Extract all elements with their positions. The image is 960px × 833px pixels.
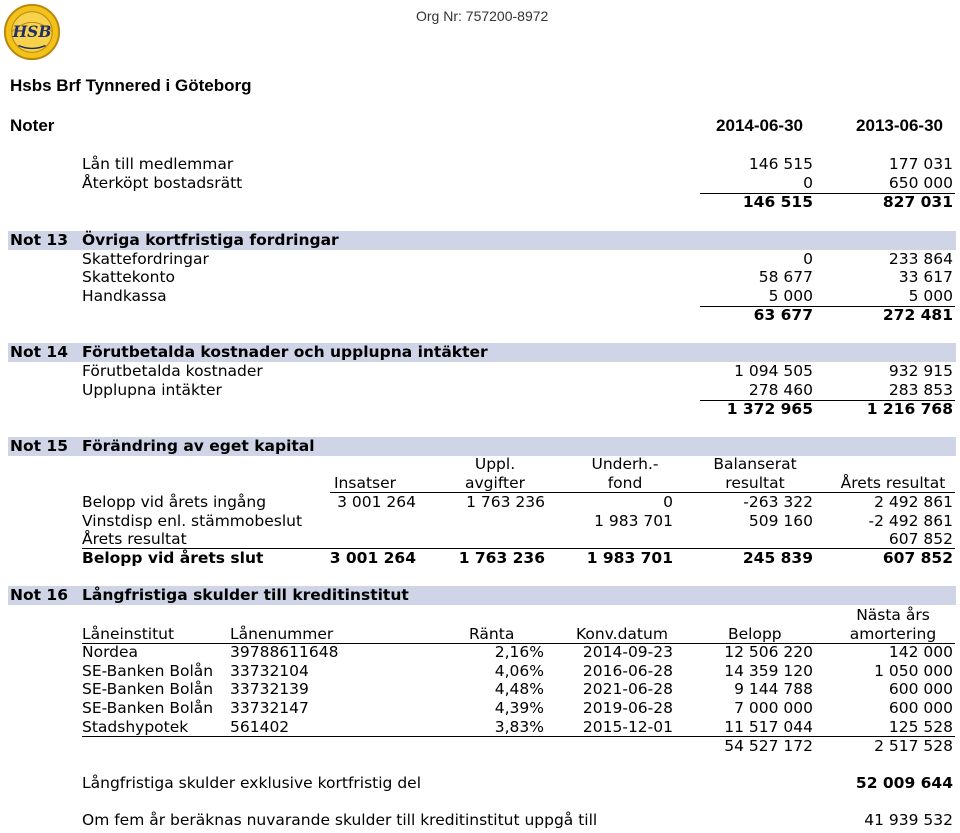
loan-rate: 4,06%	[494, 662, 544, 680]
row-label: Belopp vid årets ingång	[82, 493, 267, 511]
note-16-number: Not 16	[10, 586, 68, 604]
value-2014: 58 677	[758, 268, 813, 286]
svg-text:HSB: HSB	[12, 21, 52, 41]
total-2013: 272 481	[882, 306, 953, 324]
loan-total-amortization: 2 517 528	[874, 737, 953, 755]
note-13-title: Övriga kortfristiga fordringar	[82, 231, 339, 249]
cell-balans: -263 322	[743, 493, 813, 511]
loan-rate: 4,48%	[494, 680, 544, 698]
hsb-logo	[3, 3, 61, 61]
loan-institut: Nordea	[82, 643, 139, 661]
note-15-number: Not 15	[10, 437, 68, 455]
col-date-2013: 2013-06-30	[856, 116, 943, 135]
loan-date: 2016-06-28	[582, 662, 673, 680]
cell-insatser: 3 001 264	[337, 493, 416, 511]
total-label: Belopp vid årets slut	[82, 549, 264, 567]
loan-number: 33732147	[230, 699, 309, 717]
value-2013: 932 915	[888, 362, 953, 380]
excl-short-term-value: 52 009 644	[855, 774, 953, 792]
col-header: Uppl.	[474, 455, 516, 473]
total-2014: 63 677	[753, 306, 813, 324]
cell-underh: 0	[663, 493, 673, 511]
loan-date: 2019-06-28	[582, 699, 673, 717]
cell-balans: 509 160	[748, 512, 813, 530]
col-header: Belopp	[728, 625, 782, 643]
loan-amortization: 1 050 000	[874, 662, 953, 680]
note-16-title: Långfristiga skulder till kreditinstitut	[82, 586, 409, 604]
row-label: Handkassa	[82, 287, 167, 305]
row-label: Skattefordringar	[82, 250, 209, 268]
col-header: Underh.-	[591, 455, 659, 473]
loan-total-amount: 54 527 172	[724, 737, 813, 755]
cell-arets: -2 492 861	[868, 512, 953, 530]
loan-amortization: 600 000	[888, 680, 953, 698]
cell-uppl: 1 763 236	[466, 493, 545, 511]
col-header: Låneinstitut	[82, 625, 175, 643]
loan-amortization: 600 000	[888, 699, 953, 717]
loan-amount: 11 517 044	[724, 718, 813, 736]
value-2013: 233 864	[888, 250, 953, 268]
loan-number: 39788611648	[230, 643, 339, 661]
loan-date: 2014-09-23	[582, 643, 673, 661]
company-title: Hsbs Brf Tynnered i Göteborg	[10, 76, 252, 95]
loan-institut: SE-Banken Bolån	[82, 680, 214, 698]
loan-number: 33732139	[230, 680, 309, 698]
cell-underh: 1 983 701	[594, 512, 673, 530]
col-header: avgifter	[465, 474, 525, 492]
col-date-2014: 2014-06-30	[716, 116, 803, 135]
loan-rate: 4,39%	[494, 699, 544, 717]
col-header: Nästa års	[856, 606, 930, 624]
row-label: Skattekonto	[82, 268, 176, 286]
value-2013: 5 000	[908, 287, 953, 305]
row-label: Lån till medlemmar	[82, 155, 234, 173]
value-2014: 278 460	[748, 381, 813, 399]
col-header: Årets resultat	[840, 474, 946, 492]
row-label: Vinstdisp enl. stämmobeslut	[82, 512, 303, 530]
loan-date: 2021-06-28	[582, 680, 673, 698]
five-year-label: Om fem år beräknas nuvarande skulder till kreditinstitut uppgå till	[82, 811, 598, 829]
cell-arets: 607 852	[888, 530, 953, 548]
row-label: Återköpt bostadsrätt	[82, 174, 243, 192]
note-15-title: Förändring av eget kapital	[82, 437, 315, 455]
total-insatser: 3 001 264	[329, 549, 416, 567]
value-2014: 5 000	[768, 287, 813, 305]
loan-amortization: 125 528	[888, 718, 953, 736]
loan-amount: 12 506 220	[724, 643, 813, 661]
col-header: Insatser	[333, 474, 397, 492]
total-underh: 1 983 701	[586, 549, 673, 567]
loan-number: 33732104	[230, 662, 309, 680]
col-header: Ränta	[469, 625, 515, 643]
notes-heading: Noter	[10, 116, 55, 135]
org-number: Org Nr: 757200-8972	[416, 8, 549, 24]
value-2013: 33 617	[898, 268, 953, 286]
excl-short-term-label: Långfristiga skulder exklusive kortfristig del	[82, 774, 421, 792]
total-arets: 607 852	[882, 549, 953, 567]
five-year-value: 41 939 532	[864, 811, 953, 829]
value-2013: 177 031	[888, 155, 953, 173]
col-header: Balanserat	[713, 455, 797, 473]
row-label: Upplupna intäkter	[82, 381, 222, 399]
row-label: Förutbetalda kostnader	[82, 362, 263, 380]
total-2013: 827 031	[882, 193, 953, 211]
cell-arets: 2 492 861	[874, 493, 953, 511]
total-balans: 245 839	[742, 549, 813, 567]
loan-rate: 3,83%	[494, 718, 544, 736]
col-header: Konv.datum	[576, 625, 668, 643]
loan-amount: 14 359 120	[724, 662, 813, 680]
loan-institut: SE-Banken Bolån	[82, 662, 214, 680]
loan-amount: 7 000 000	[734, 699, 813, 717]
total-2013: 1 216 768	[866, 400, 953, 418]
value-2014: 146 515	[748, 155, 813, 173]
note-13-number: Not 13	[10, 231, 68, 249]
value-2013: 283 853	[888, 381, 953, 399]
loan-institut: Stadshypotek	[82, 718, 189, 736]
loan-amortization: 142 000	[888, 643, 953, 661]
total-2014: 1 372 965	[726, 400, 813, 418]
loan-institut: SE-Banken Bolån	[82, 699, 214, 717]
value-2014: 1 094 505	[734, 362, 813, 380]
value-2014: 0	[803, 250, 813, 268]
col-header: amortering	[849, 625, 937, 643]
value-2014: 0	[803, 174, 813, 192]
total-uppl: 1 763 236	[458, 549, 545, 567]
col-header: resultat	[725, 474, 785, 492]
note-14-number: Not 14	[10, 343, 68, 361]
loan-number: 561402	[230, 718, 290, 736]
value-2013: 650 000	[888, 174, 953, 192]
col-header: Lånenummer	[230, 625, 334, 643]
note-14-title: Förutbetalda kostnader och upplupna intäkter	[82, 343, 488, 361]
col-header: fond	[607, 474, 643, 492]
loan-rate: 2,16%	[494, 643, 544, 661]
loan-amount: 9 144 788	[734, 680, 813, 698]
loan-date: 2015-12-01	[582, 718, 673, 736]
total-2014: 146 515	[742, 193, 813, 211]
row-label: Årets resultat	[82, 530, 187, 548]
